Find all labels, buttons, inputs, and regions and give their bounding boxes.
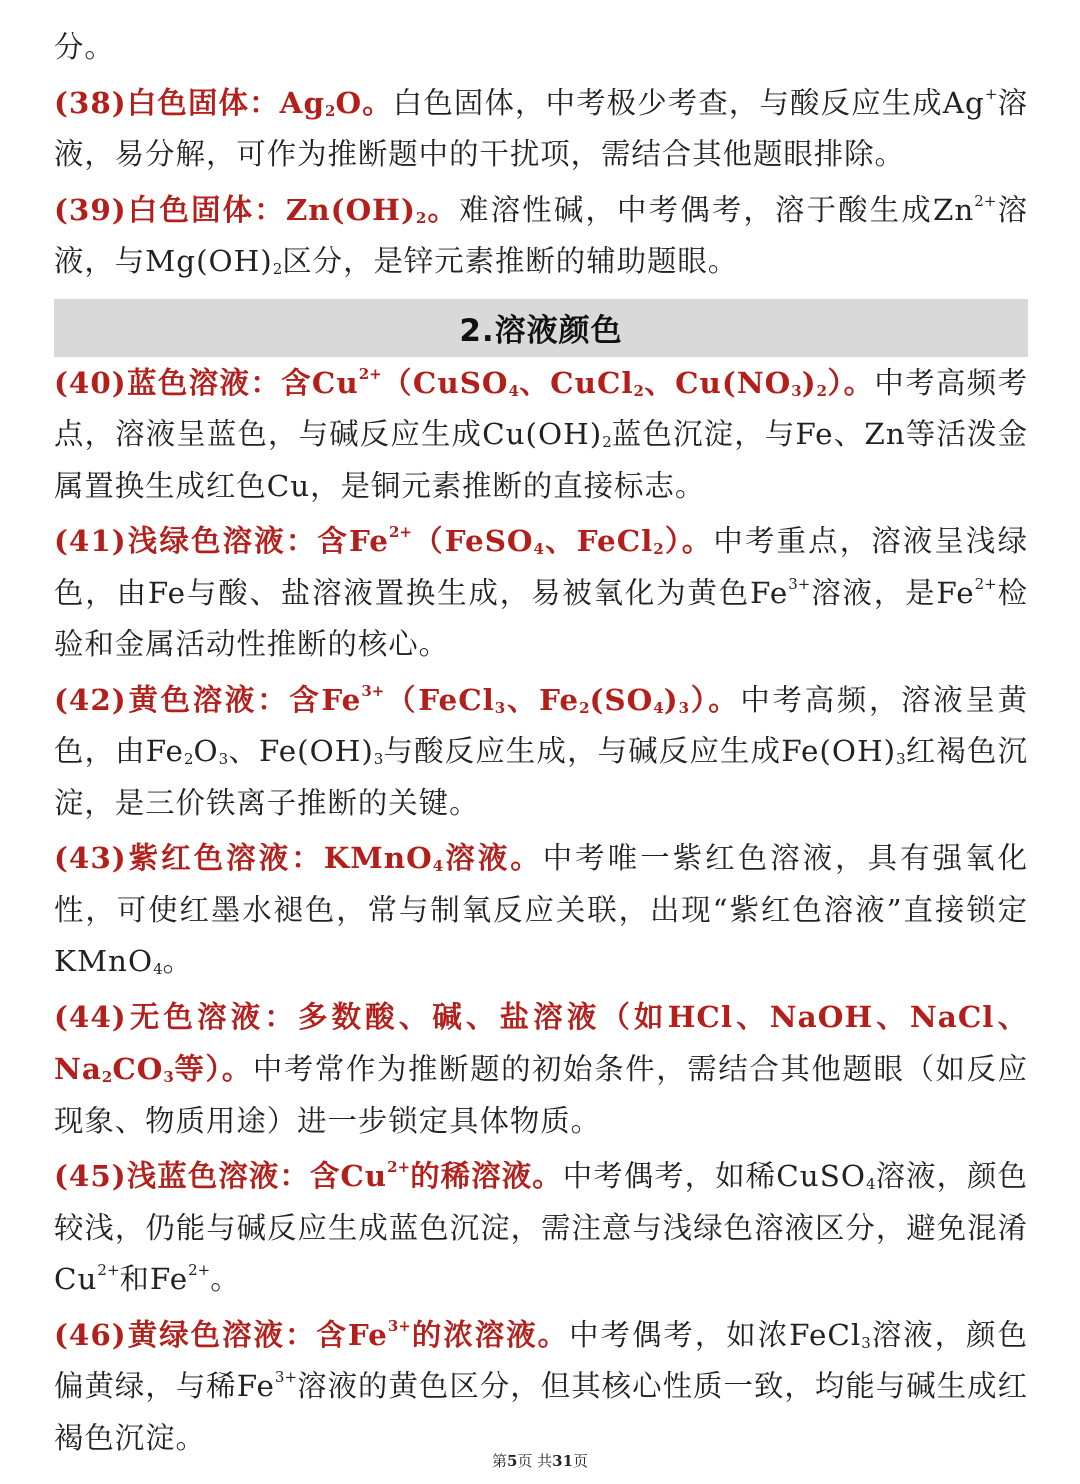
item-42-heading: (42)黄色溶液：含$Fe^{3+}(FeCl_3$、$Fe_2(SO_4)_3$）。 [54, 681, 741, 717]
item-38-heading: (38)白色固体：$Ag_2O$。 [54, 84, 393, 120]
total-pages: 31 [552, 1452, 574, 1470]
item-39-body: 难溶性碱，中考偶考，溶于酸生成$Zn^{2+}$溶液，与$Mg(OH)_2$区分，是锌元素推断的辅助题眼。 [54, 191, 1029, 278]
item-38-body: 白色固体，中考极少考查，与酸反应生成Ag+溶液，易分解，可作为推断题中的干扰项，需结合其他题眼排除。 [54, 84, 1028, 171]
section-header [54, 299, 1028, 357]
item-40-body: 中考高频考点，溶液呈蓝色，与碱反应生成$Cu(OH)_2$蓝色沉淀，与Fe、Zn等活泼金属置换生成红色Cu，是铜元素推断的直接标志。 [54, 365, 1029, 503]
item-41-heading: (41)浅绿色溶液：含$Fe^{2+}(FeSO_4$、FeCl$_2$）。 [54, 523, 714, 558]
item-41 [54, 515, 1028, 671]
item-40-heading: (40)蓝色溶液：含$Cu^{2+}(CuSO_4$、CuCl$_2$、$Cu(NO_3)_2$）。 [54, 364, 875, 400]
item-38 [54, 77, 1028, 181]
item-44 [54, 991, 1028, 1148]
intro-tail: 分。 [54, 30, 115, 64]
item-46 [54, 1309, 1028, 1465]
item-43-body: 中考唯一紫红色溶液，具有强氧化性，可使红墨水褪色，常与制氧反应关联，出现“紫红色溶液”直接锁定KMnO$_4$。 [54, 841, 1029, 978]
item-39 [54, 184, 1028, 288]
item-44-heading: (44)无色溶液：多数酸、碱、盐溶液（如HCl、NaOH、NaCl、$Na_2CO_3$等）。 [54, 998, 1028, 1086]
item-41-body: 中考重点，溶液呈浅绿色，由Fe与酸、盐溶液置换生成，易被氧化为黄色$Fe^{3+}$溶液，是$Fe^{2+}$检验和金属活动性推断的核心。 [54, 524, 1029, 661]
item-45 [54, 1150, 1028, 1306]
item-45-heading: (45)浅蓝色溶液：含$Cu^{2+}$的稀溶液。 [54, 1158, 563, 1193]
item-42 [54, 674, 1028, 830]
item-44-body: 中考常作为推断题的初始条件，需结合其他题眼（如反应现象、物质用途）进一步锁定具体物质。 [54, 1052, 1028, 1138]
item-45-body: 中考偶考，如稀CuSO$_4$溶液，颜色较浅，仍能与碱反应生成蓝色沉淀，需注意与浅绿色溶液区分，避免混淆$Cu^{2+}$和$Fe^{2+}$。 [54, 1159, 1028, 1296]
item-39-heading: (39)白色固体：$Zn(OH)_2$。 [54, 191, 460, 227]
item-43 [54, 832, 1028, 988]
item-42-body: 中考高频，溶液呈黄色，由$Fe_2O_3$、$Fe(OH)_3$与酸反应生成，与碱反应生成$Fe(OH)_3$红褐色沉淀，是三价铁离子推断的关键。 [54, 682, 1028, 820]
section-title: 2.溶液颜色 [459, 313, 623, 349]
page-number: 5 [506, 1452, 518, 1470]
item-46-heading: (46)黄绿色溶液：含$Fe^{3+}$的浓溶液。 [54, 1316, 570, 1352]
document-page [54, 22, 1028, 1467]
item-46-body: 中考偶考，如浓FeCl$_3$溶液，颜色偏黄绿，与稀$Fe^{3+}$溶液的黄色区分，但其核心性质一致，均能与碱生成红褐色沉淀。 [54, 1317, 1029, 1455]
item-43-heading: (43)紫红色溶液：KMnO$_4$溶液。 [54, 840, 543, 875]
page-footer: 第5页 共31页 [491, 1452, 589, 1470]
item-40 [54, 357, 1028, 513]
